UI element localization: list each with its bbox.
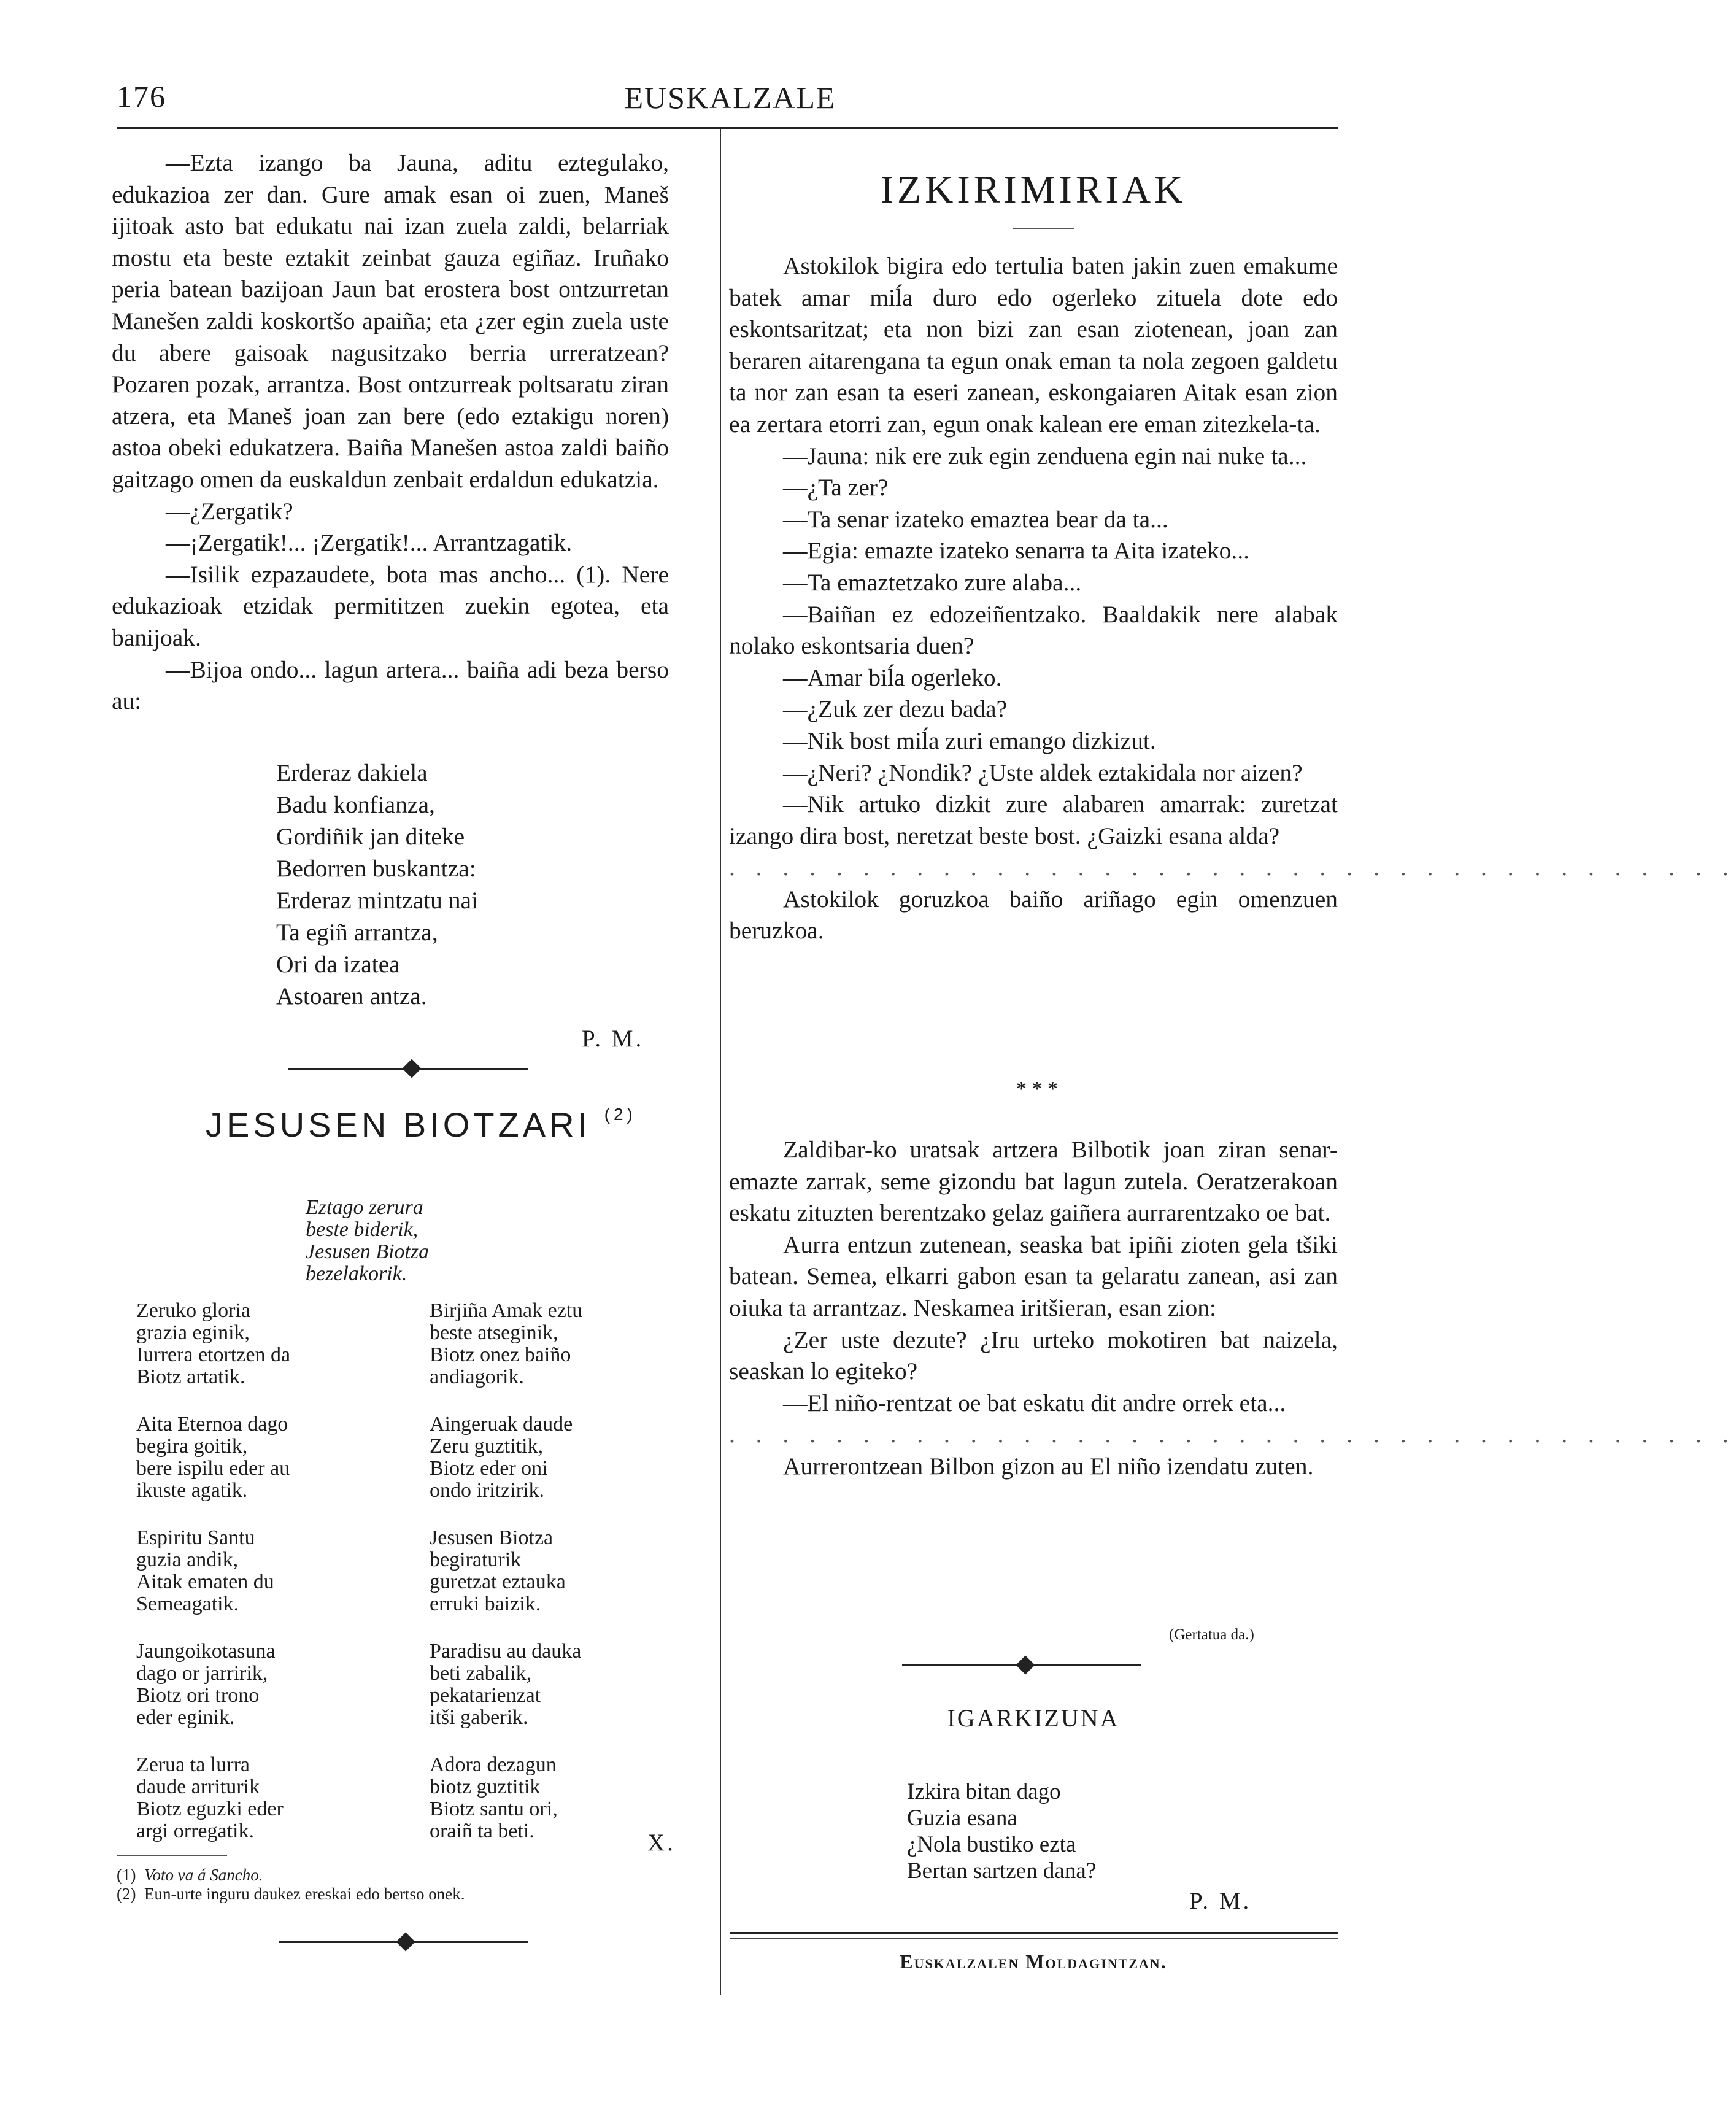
poem-line: Espiritu Santu (136, 1526, 255, 1549)
poem-title-text: JESUSEN BIOTZARI (206, 1105, 592, 1144)
left-prose (112, 147, 669, 717)
poem-line: biotz guztitik (430, 1775, 541, 1798)
verse-line: Erderaz mintzatu nai (276, 887, 478, 914)
stanza (136, 1527, 290, 1615)
stanza (430, 1640, 582, 1729)
poem-title (206, 1105, 636, 1145)
footnote (117, 1866, 465, 1885)
poem-line: Aitak ematen du (136, 1571, 274, 1593)
right-prose (729, 250, 1736, 947)
stanza (136, 1754, 290, 1842)
footnotes (117, 1866, 465, 1904)
stanza (136, 1640, 290, 1729)
poem-signature: X. (647, 1830, 676, 1856)
poem-column-left (136, 1300, 290, 1868)
epigraph-line: beste biderik, (306, 1218, 419, 1241)
ellipsis-line: . . . . . . . . . . . . . . . . . . . . . . . . . . . . . . . . . . . . . . (729, 854, 1736, 881)
poem-line: Aingeruak daude (430, 1413, 573, 1435)
poem-line: guzia andik, (136, 1548, 239, 1571)
poem-line: itši gaberik. (430, 1706, 528, 1729)
poem-line: Jesusen Biotza (430, 1526, 554, 1549)
running-title: EUSKALZALE (624, 80, 836, 115)
poem-line: Zeruko gloria (136, 1299, 250, 1322)
riddle-signature: P. M. (1189, 1888, 1252, 1914)
credit-note: (Gertatua da.) (1169, 1626, 1254, 1643)
paragraph: —Jauna: nik ere zuk egin zenduena egin nai nuke ta... (783, 442, 1307, 469)
stanza (430, 1413, 582, 1502)
poem-line: Biotz eguzki eder (136, 1798, 284, 1820)
paragraph: —¿Ta zer? (783, 474, 889, 501)
section-title: IZKIRIMIRIAK (880, 168, 1187, 211)
verse-line: Gordiñik jan diteke (276, 823, 465, 850)
poem-line: Biotz santu ori, (430, 1798, 558, 1820)
poem-line: Biotz eder oni (430, 1457, 548, 1480)
stanza (430, 1754, 582, 1842)
paragraph: —Nik artuko dizkit zure alabaren amarrak: zuretzat izango dira bost, neretzat beste bost. ¿Gaizki esana alda? (729, 790, 1338, 849)
footnote (117, 1885, 465, 1904)
footnote-text: Eun-urte inguru daukez ereskai edo bertso onek. (144, 1885, 465, 1903)
poem-line: argi orregatik. (136, 1820, 254, 1842)
poem-line: Paradisu au dauka (430, 1640, 582, 1663)
paragraph: Aurra entzun zutenean, seaska bat ipiñi zioten gela tšiki batean. Semea, elkarri gabon esan ta gelaratu zanean, asi zan oiuka ta arrantzaz. Neskamea iritšieran, esan zion: (729, 1231, 1338, 1321)
verse-line: Astoaren antza. (276, 983, 427, 1010)
epigraph-line: Eztago zerura (306, 1196, 423, 1219)
short-verse (276, 757, 478, 1012)
poem-line: pekatarienzat (430, 1684, 541, 1707)
riddle-title: IGARKIZUNA (947, 1704, 1120, 1732)
poem-line: andiagorik. (430, 1366, 524, 1388)
paragraph: —Amar biĺa ogerleko. (783, 663, 1002, 691)
verse-line: Bertan sartzen dana? (907, 1858, 1097, 1884)
epigraph (306, 1197, 429, 1285)
verse-line: Erderaz dakiela (276, 759, 428, 786)
paragraph: —¿Neri? ¿Nondik? ¿Uste aldek eztakidala nor aizen? (783, 759, 1303, 786)
paragraph: —Ta senar izateko emaztea bear da ta... (783, 505, 1168, 533)
paragraph: —Bijoa ondo... lagun artera... baiña adi beza berso au: (112, 655, 669, 715)
column-divider (720, 129, 721, 1995)
paragraph: ¿Zer uste dezute? ¿Iru urteko mokotiren bat naizela, seaskan lo egiteko? (729, 1326, 1338, 1385)
verse-line: Badu konfianza, (276, 791, 435, 818)
footnote-text: Voto va á Sancho. (144, 1866, 263, 1884)
footer-rule-thin (730, 1938, 1338, 1939)
paragraph: —¡Zergatik!... ¡Zergatik!... Arrantzagatik. (166, 529, 573, 557)
title-rule (1013, 228, 1074, 229)
poem-line: guretzat eztauka (430, 1571, 566, 1593)
poem-line: begiraturik (430, 1548, 522, 1571)
poem-line: ikuste agatik. (136, 1479, 248, 1502)
poem-line: Iurrera etortzen da (136, 1343, 291, 1366)
poem-line: Semeagatik. (136, 1593, 239, 1615)
ornament-diamond (402, 1059, 421, 1078)
poem-column-right (430, 1300, 582, 1868)
poem-title-footnote-mark: (2) (604, 1105, 636, 1124)
poem-line: oraiñ ta beti. (430, 1820, 534, 1842)
poem-line: eder eginik. (136, 1706, 235, 1729)
ornament-diamond (1016, 1655, 1035, 1674)
verse-line: Ori da izatea (276, 951, 400, 978)
verse-line: ¿Nola bustiko ezta (907, 1832, 1076, 1857)
stanza (136, 1300, 290, 1388)
paragraph: Zaldibar-ko uratsak artzera Bilbotik joan ziran senar-emazte zarrak, seme gizondu bat lagun zutela. Oeratzerakoan eskatu zituzten berentzako gelaz gaiñera aurrarentzako oe bat. (729, 1136, 1338, 1227)
poem-line: dago or jarririk, (136, 1662, 268, 1685)
ellipsis-line: . . . . . . . . . . . . . . . . . . . . . . . . . . . . . . . . . . . . . . (729, 1421, 1736, 1448)
footnote-mark: (1) (117, 1866, 136, 1884)
verse-line: Ta egiñ arrantza, (276, 919, 438, 946)
poem-line: Jaungoikotasuna (136, 1640, 276, 1663)
poem-line: Zeru guztitik, (430, 1435, 544, 1458)
paragraph: Astokilok goruzkoa baiño ariñago egin omenzuen beruzkoa. (729, 885, 1338, 945)
footer-rule (730, 1932, 1338, 1934)
paragraph: —Nik bost miĺa zuri emango dizkizut. (783, 727, 1156, 754)
verse-line: Izkira bitan dago (907, 1779, 1061, 1804)
poem-line: Biotz ori trono (136, 1684, 260, 1707)
printer-imprint: Euskalzalen Moldagintzan. (900, 1950, 1167, 1973)
paragraph: —El niño-rentzat oe bat eskatu dit andre orrek eta... (783, 1389, 1286, 1416)
page-number: 176 (117, 79, 166, 114)
poem-line: grazia eginik, (136, 1321, 250, 1344)
epigraph-line: Jesusen Biotza (306, 1240, 430, 1263)
header-rule (117, 127, 1338, 129)
paragraph: Aurrerontzean Bilbon gizon au El niño izendatu zuten. (783, 1452, 1314, 1480)
stanza (136, 1413, 290, 1502)
right-story (729, 1134, 1736, 1483)
paragraph: —Ta emaztetzako zure alaba... (783, 568, 1082, 596)
poem-line: begira goitik, (136, 1435, 248, 1458)
poem-line: Birjiña Amak eztu (430, 1299, 583, 1322)
paragraph: —¿Zuk zer dezu bada? (783, 695, 1008, 723)
paragraph: —Baiñan ez edozeiñentzako. Baaldakik nere alabak nolako eskontsaria duen? (729, 600, 1338, 660)
poem-line: bere ispilu eder au (136, 1457, 290, 1480)
poem-line: daude arriturik (136, 1775, 260, 1798)
verse-line: Bedorren buskantza: (276, 855, 476, 882)
poem-line: ondo iritzirik. (430, 1479, 544, 1502)
paragraph: —Isilik ezpazaudete, bota mas ancho... (1). Nere edukazioak etzidak permititzen zuekin egotea, eta banijoak. (112, 560, 669, 651)
footnote-rule (117, 1855, 227, 1856)
paragraph: —Ezta izango ba Jauna, aditu eztegulako, edukazioa zer dan. Gure amak esan oi zuen, Maneš ijitoak asto bat edukatu nai izan zuela zaldi, belarriak mostu eta beste eztakit zeinbat gauza egiñaz. Iruñako peria batean bazijoan Jaun bat erostera bost ontzurretan Manešen zaldi koskortšo apaiña; eta ¿zer egin zuela uste du abere gaisoak nagusitzako berria urreratzean? Pozaren pozak, arrantza. Bost ontzurreak poltsaratu ziran atzera, eta Maneš joan zan bere (edo eztakigu noren) astoa obeki edukatzera. Baiña Manešen astoa zaldi baiño gaitzago omen da euskaldun zenbait erdaldun edukatzia. (112, 149, 669, 493)
stanza (430, 1527, 582, 1615)
footnote-mark: (2) (117, 1885, 136, 1903)
poem-line: erruki baizik. (430, 1593, 541, 1615)
poem-line: Biotz onez baiño (430, 1343, 571, 1366)
stanza (430, 1300, 582, 1388)
poem-line: Aita Eternoa dago (136, 1413, 288, 1435)
poem-line: Biotz artatik. (136, 1366, 245, 1388)
ornament-diamond (396, 1932, 415, 1951)
poem-line: beste atseginik, (430, 1321, 558, 1344)
poem-line: beti zabalik, (430, 1662, 532, 1685)
poem-line: Zerua ta lurra (136, 1753, 250, 1776)
epigraph-line: bezelakorik. (306, 1262, 407, 1285)
paragraph: —Egia: emazte izateko senarra ta Aita izateko... (783, 537, 1250, 565)
paragraph: —¿Zergatik? (166, 497, 293, 525)
verse-line: Guzia esana (907, 1806, 1017, 1831)
paragraph: Astokilok bigira edo tertulia baten jakin zuen emakume batek amar miĺa duro edo ogerleko zituela dote edo eskontsaritzat; eta non bizi zan esan ziotenean, joan zan beraren aitarengana ta egun onak eman ta nola zegoen galdetu ta nor zan esan ta eseri zanean, eskongaiaren Aitak esan zion ea zertara etorri zan, egun onak kalean ere eman zitezkela-ta. (729, 252, 1338, 438)
riddle-verse (907, 1779, 1096, 1884)
poem-line: Adora dezagun (430, 1753, 557, 1776)
verse-signature: P. M. (582, 1026, 644, 1052)
section-stars: * * * (1016, 1078, 1058, 1100)
